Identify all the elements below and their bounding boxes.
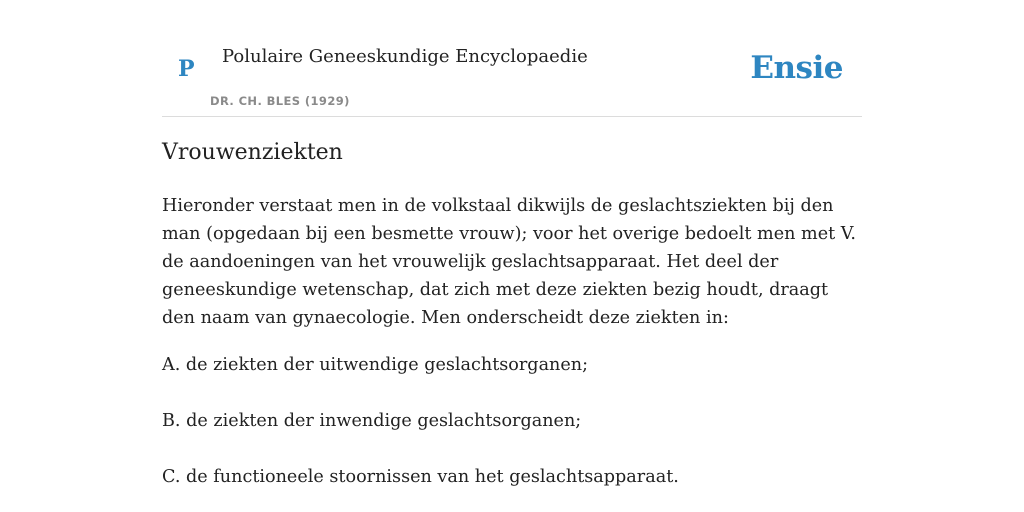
book-author: DR. CH. BLES (1929) bbox=[210, 94, 350, 108]
list-item-b: B. de ziekten der inwendige geslachtsorganen; bbox=[162, 411, 582, 431]
entry-body: Hieronder verstaat men in de volkstaal dikwijls de geslachtsziekten bij den man (opgedaan bij een besmette vrouw); voor het overige bedoelt men met V. de aandoeningen van het vrouwelijk geslachtsapparaat. Het deel der geneeskundige wetenschap, dat zich met deze ziekten bezig houdt, draagt den naam van gynaecologie. Men onderscheidt deze ziekten in: bbox=[162, 196, 857, 328]
page-container bbox=[162, 0, 862, 487]
entry-title: Vrouwenziekten bbox=[162, 140, 343, 165]
book-header bbox=[162, 0, 862, 117]
book-title-link[interactable]: Polulaire Geneeskundige Encyclopaedie bbox=[222, 46, 588, 67]
brand-logo-link[interactable]: Ensie bbox=[750, 50, 843, 86]
list-item-a: A. de ziekten der uitwendige geslachtsorganen; bbox=[162, 355, 589, 375]
list-item-c: C. de functioneele stoornissen van het geslachtsapparaat. bbox=[162, 467, 679, 487]
book-letter-link[interactable]: P bbox=[178, 56, 195, 82]
